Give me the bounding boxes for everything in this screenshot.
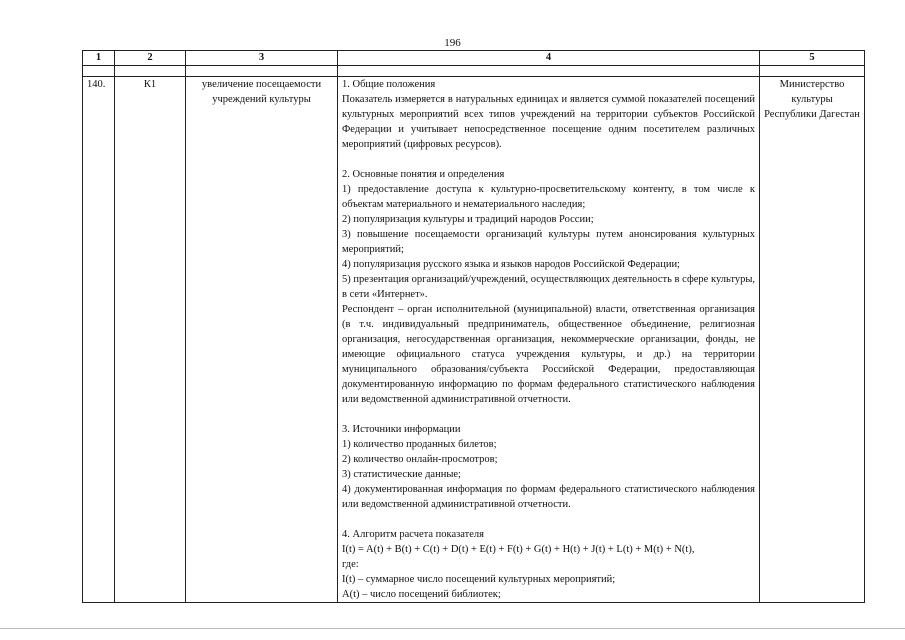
formula: I(t) = A(t) + B(t) + C(t) + D(t) + E(t) + F(t) + G(t) + H(t) + J(t) + L(t) + M(t) + N(t), xyxy=(342,544,695,555)
list-item: 1) предоставление доступа к культурно-просветительскому контенту, в том числе к объектам материального и нематериального наследия; xyxy=(342,184,755,210)
indicator-name: увеличение посещаемости учреждений культуры xyxy=(186,77,338,603)
list-item: 4) популяризация русского языка и языков народов Российской Федерации; xyxy=(342,259,680,270)
page-edge-line xyxy=(0,628,905,629)
section-sources xyxy=(342,422,755,512)
spacer-row xyxy=(83,66,865,77)
formula-where: где: xyxy=(342,559,359,570)
list-item: 5) презентация организаций/учреждений, осуществляющих деятельность в сфере культуры, в сети «Интернет». xyxy=(342,274,755,300)
section-title: 1. Общие положения xyxy=(342,79,436,90)
section-title: 4. Алгоритм расчета показателя xyxy=(342,529,484,540)
section-title: 2. Основные понятия и определения xyxy=(342,169,505,180)
methodology-cell xyxy=(338,77,760,603)
indicator-table xyxy=(82,50,865,603)
list-item: 3) повышение посещаемости организаций культуры путем анонсирования культурных мероприятий; xyxy=(342,229,755,255)
indicator-code: К1 xyxy=(115,77,186,603)
header-col-4: 4 xyxy=(338,51,760,66)
table-row xyxy=(83,77,865,603)
header-col-1: 1 xyxy=(83,51,115,66)
formula-term: I(t) – суммарное число посещений культурных мероприятий; xyxy=(342,574,616,585)
page-number: 196 xyxy=(444,37,461,49)
header-col-3: 3 xyxy=(186,51,338,66)
list-item: 4) документированная информация по формам федерального статистического наблюдения или ведомственной административной отчетности. xyxy=(342,484,755,510)
row-number: 140. xyxy=(83,77,115,603)
formula-term: A(t) – число посещений библиотек; xyxy=(342,589,501,600)
list-item: 2) популяризация культуры и традиций народов России; xyxy=(342,214,594,225)
header-col-5: 5 xyxy=(760,51,865,66)
header-row xyxy=(83,51,865,66)
section-text: Показатель измеряется в натуральных единицах и является суммой показателей посещений культурных мероприятий всех типов учреждений на территории субъектов Российской Федерации и учитывает непосредственное посещение одним посетителем различных мероприятий (цифровых ресурсов). xyxy=(342,94,755,150)
list-item: 2) количество онлайн-просмотров; xyxy=(342,454,498,465)
section-title: 3. Источники информации xyxy=(342,424,461,435)
section-general xyxy=(342,77,755,152)
section-algorithm xyxy=(342,527,755,602)
list-item: 1) количество проданных билетов; xyxy=(342,439,497,450)
list-item: 3) статистические данные; xyxy=(342,469,461,480)
respondent-definition: Респондент – орган исполнительной (муниципальной) власти, ответственная организация (в т.ч. индивидуальный предприниматель, общественное объединение, религиозная организация, негосударственная организация, некоммерческие организации, фонды, не имеющие официального статуса учреждения культуры, и др.) на территории муниципального образования/субъекта Российской Федерации, предоставляющая документированную информацию по формам федерального статистического наблюдения или ведомственной административной отчетности. xyxy=(342,304,755,405)
responsible-body: Министерство культуры Республики Дагестан xyxy=(760,77,865,603)
header-col-2: 2 xyxy=(115,51,186,66)
section-definitions xyxy=(342,167,755,407)
